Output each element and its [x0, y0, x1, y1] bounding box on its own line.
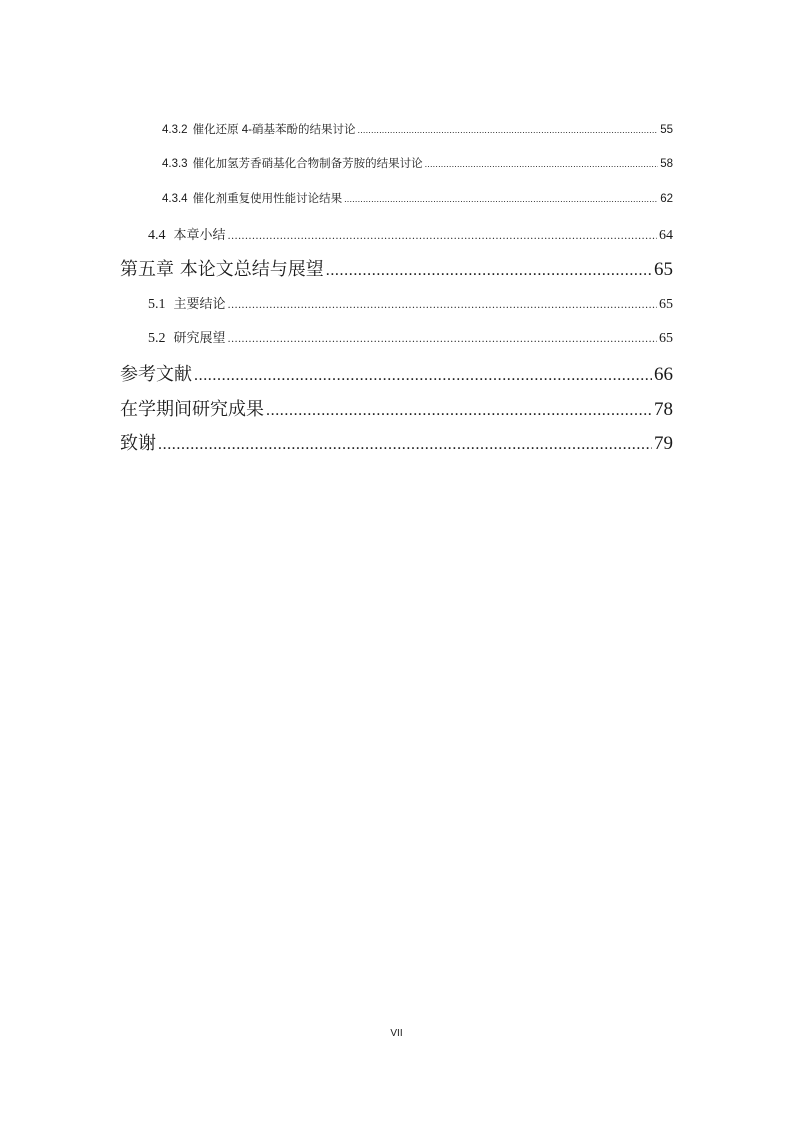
toc-entry-page: 65 — [659, 297, 673, 312]
toc-entry-page: 65 — [654, 259, 673, 280]
toc-entry-page: 66 — [654, 364, 673, 385]
toc-leader-dots — [228, 297, 657, 312]
toc-entry-number: 5.1 — [148, 297, 166, 312]
toc-entry-4-3-4[interactable] — [162, 190, 673, 208]
toc-leader-dots — [266, 399, 652, 420]
toc-leader-dots — [228, 331, 657, 346]
toc-entry-title: 催化还原 4-硝基苯酚的结果讨论 — [192, 124, 356, 136]
toc-entry-title: 第五章 本论文总结与展望 — [120, 259, 324, 280]
toc-entry-page: 55 — [660, 124, 673, 136]
toc-entry-4-4[interactable] — [148, 224, 673, 244]
toc-leader-dots — [425, 158, 659, 170]
toc-leader-dots — [358, 124, 659, 136]
toc-entry-title: 在学期间研究成果 — [120, 399, 264, 420]
toc-entry-number: 5.2 — [148, 331, 166, 346]
toc-entry-number: 4.3.4 — [162, 193, 188, 205]
toc-entry-page: 62 — [660, 193, 673, 205]
toc-entry-5-1[interactable] — [148, 293, 673, 313]
toc-entry-acknowledgements[interactable] — [120, 429, 673, 455]
toc-entry-page: 79 — [654, 433, 673, 454]
toc-leader-dots — [194, 364, 652, 385]
toc-leader-dots — [344, 193, 658, 205]
toc-leader-dots — [228, 228, 657, 243]
toc-entry-research-achievements[interactable] — [120, 395, 673, 421]
toc-entry-page: 64 — [659, 228, 673, 243]
toc-entry-4-3-2[interactable] — [162, 121, 673, 139]
toc-entry-references[interactable] — [120, 360, 673, 386]
toc-entry-chapter-5[interactable] — [120, 255, 673, 281]
toc-entry-5-2[interactable] — [148, 327, 673, 347]
toc-entry-4-3-3[interactable] — [162, 155, 673, 173]
toc-entry-page: 58 — [660, 158, 673, 170]
toc-leader-dots — [326, 259, 652, 280]
toc-entry-page: 65 — [659, 331, 673, 346]
toc-entry-title: 本章小结 — [173, 228, 226, 243]
toc-entry-page: 78 — [654, 399, 673, 420]
toc-entry-title: 主要结论 — [173, 297, 226, 312]
toc-leader-dots — [158, 433, 652, 454]
toc-entry-title: 研究展望 — [173, 331, 226, 346]
toc-entry-number: 4.3.2 — [162, 124, 188, 136]
toc-entry-title: 参考文献 — [120, 364, 192, 385]
toc-entry-number: 4.3.3 — [162, 158, 188, 170]
toc-entry-title: 致谢 — [120, 433, 156, 454]
toc-entry-title: 催化加氢芳香硝基化合物制备芳胺的结果讨论 — [192, 158, 423, 170]
page-number-footer: VII — [390, 1028, 403, 1039]
toc-entry-number: 4.4 — [148, 228, 166, 243]
toc-entry-title: 催化剂重复使用性能讨论结果 — [192, 193, 343, 205]
